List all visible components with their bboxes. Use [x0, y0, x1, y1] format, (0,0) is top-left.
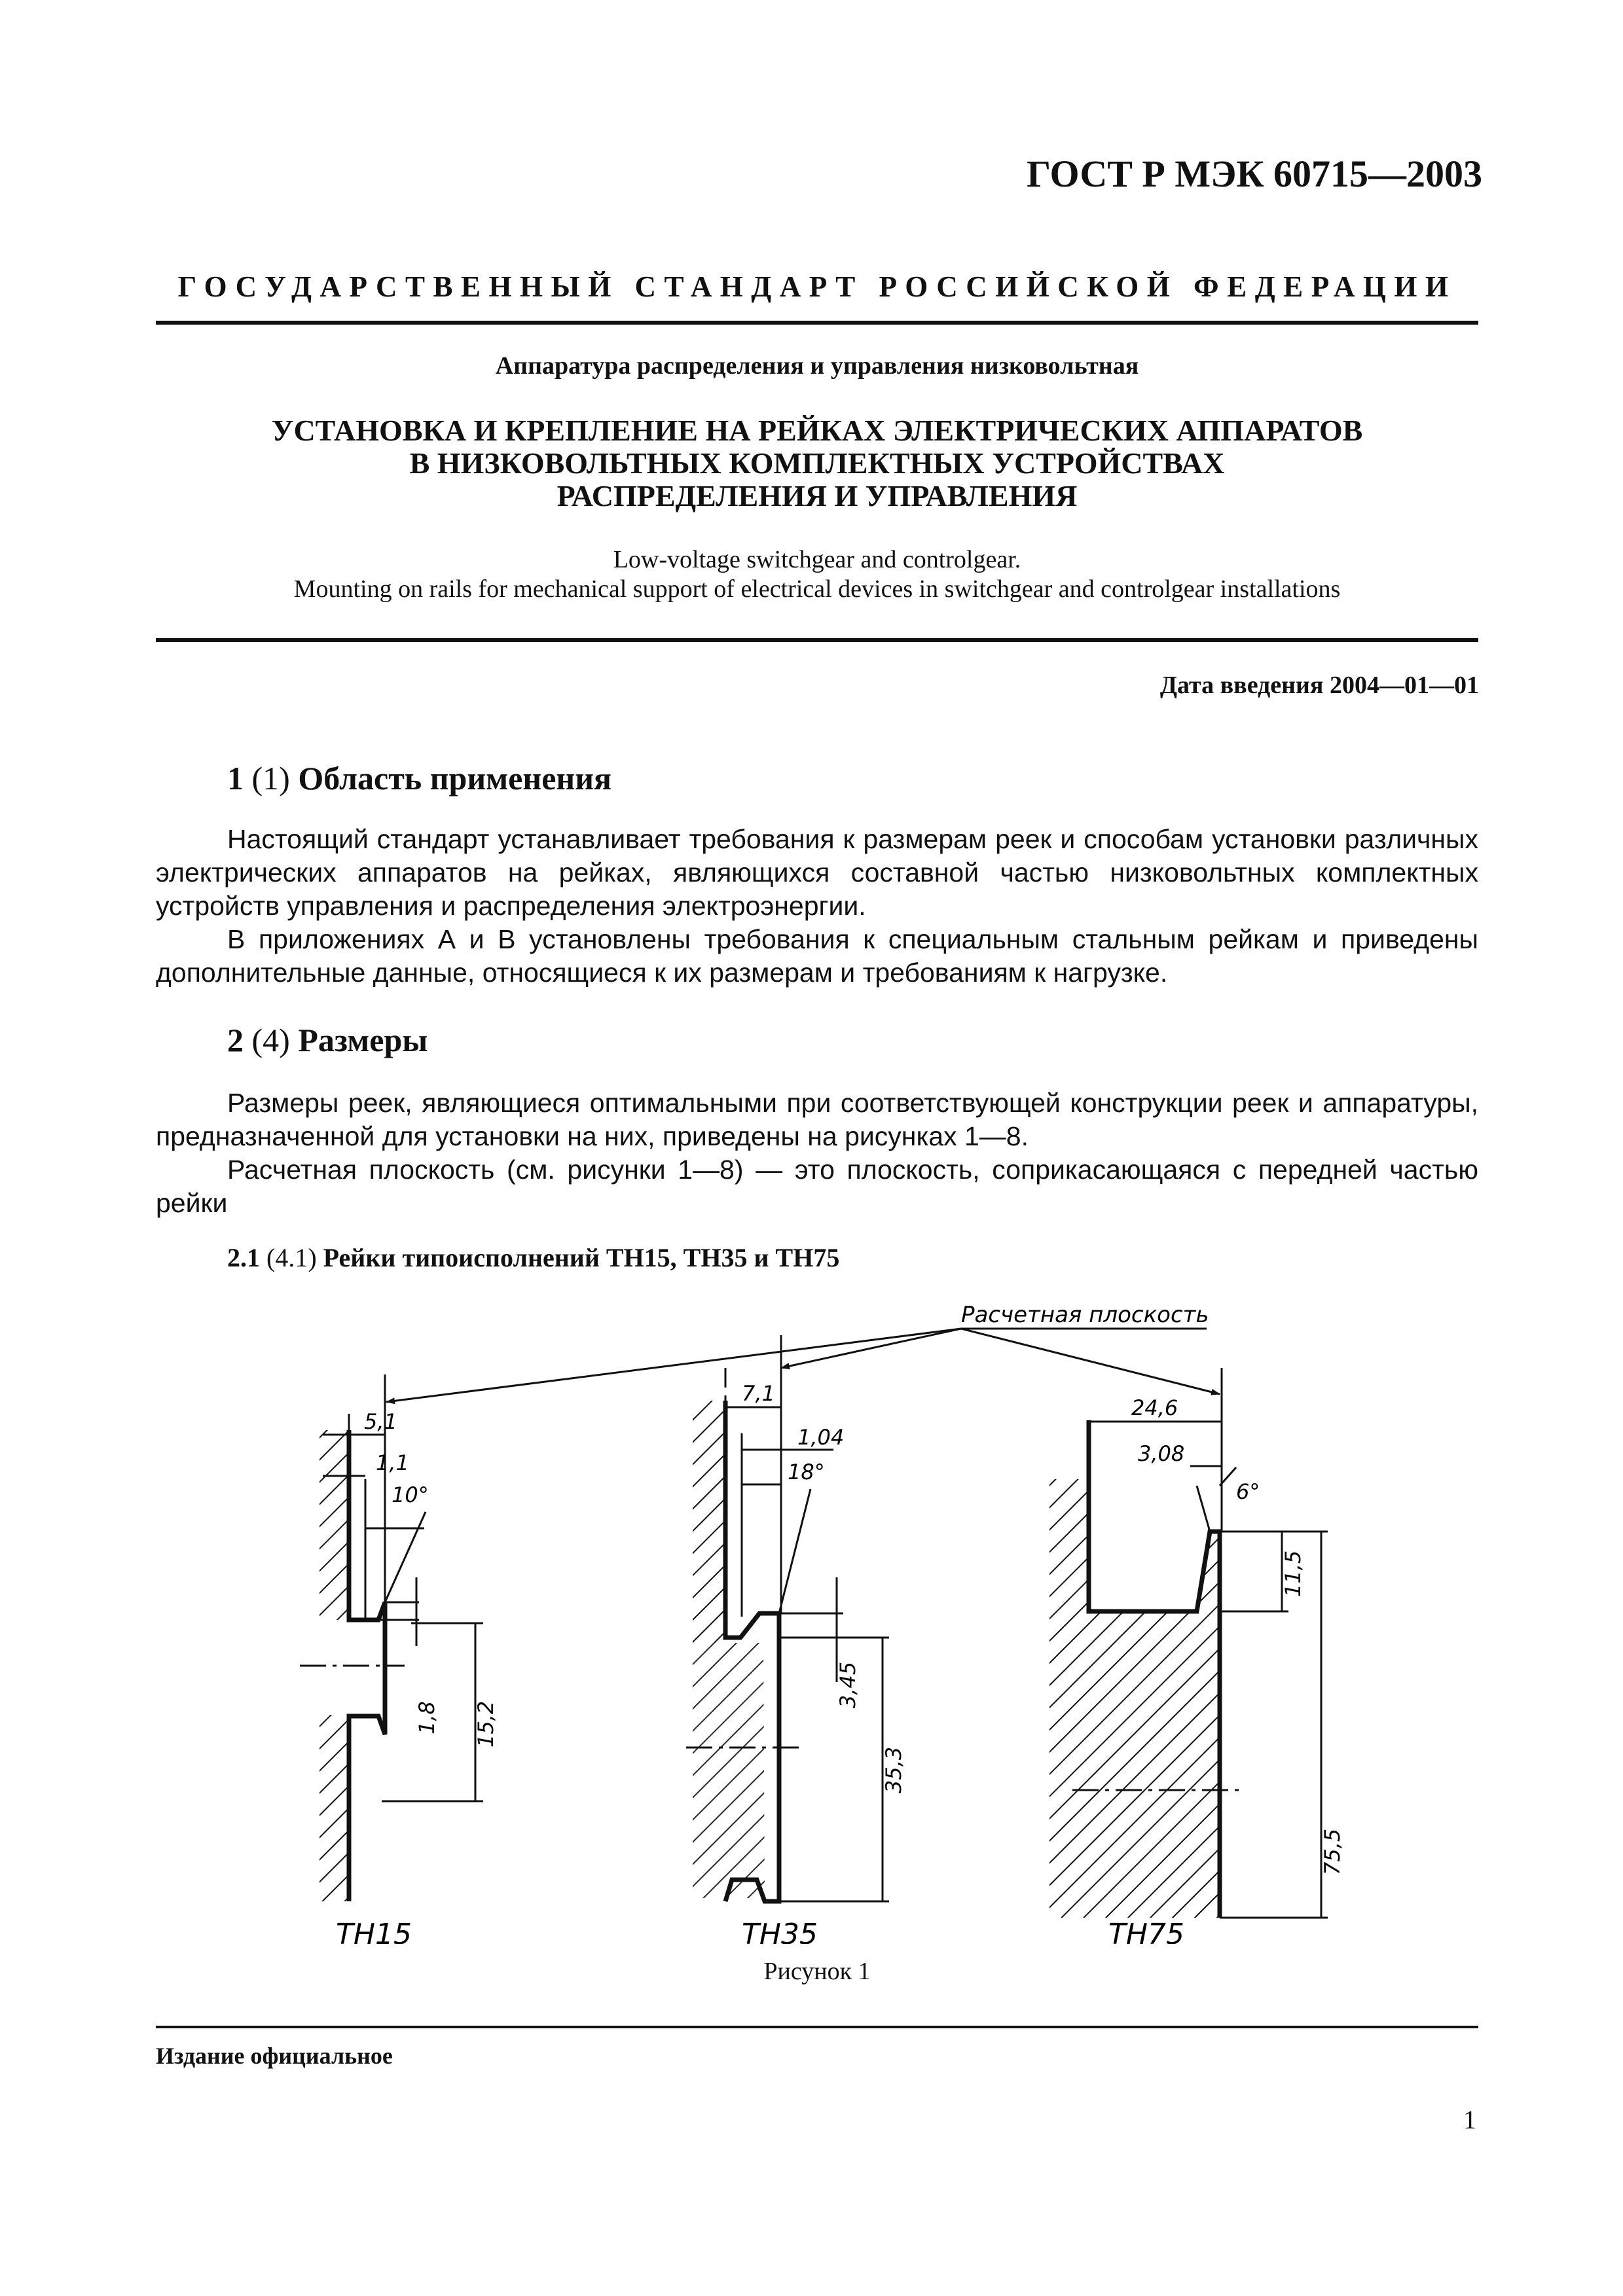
rail-th35-profile — [686, 1335, 889, 1901]
th15-dim-lip: 1,8 — [414, 1701, 439, 1734]
title-line: РАСПРЕДЕЛЕНИЯ И УПРАВЛЕНИЯ — [556, 479, 1078, 512]
page-number: 1 — [1463, 2105, 1476, 2134]
rail-th75-profile — [1049, 1368, 1328, 1918]
th75-dim-width: 24,6 — [1131, 1395, 1178, 1420]
official-edition-note: Издание официальное — [156, 2043, 393, 2069]
subsection-heading — [227, 1242, 839, 1273]
document-title — [156, 414, 1478, 512]
introduction-date: Дата введения 2004—01—01 — [1159, 672, 1479, 699]
figure-caption: Рисунок 1 — [763, 1958, 871, 1985]
th35-dim-angle: 18° — [788, 1460, 825, 1484]
subsection-number: 2.1 — [227, 1243, 260, 1272]
th15-dim-angle: 10° — [392, 1482, 429, 1507]
th35-dim-width: 7,1 — [742, 1381, 775, 1406]
english-title — [156, 545, 1478, 604]
th35-dim-depth: 3,45 — [835, 1661, 860, 1708]
th15-dim-width: 5,1 — [364, 1409, 397, 1434]
section-ref: (1) — [251, 760, 290, 797]
gost-number: ГОСТ Р МЭК 60715—2003 — [1027, 152, 1482, 195]
section-1-text — [156, 823, 1478, 990]
paragraph: Настоящий стандарт устанавливает требования к размерам реек и способам установки различных электрических аппаратов на рейках, являющихся составной частью низковольтных комплектных устройств управления и распределения электроэнергии. — [156, 824, 1478, 921]
title-line: УСТАНОВКА И КРЕПЛЕНИЕ НА РЕЙКАХ ЭЛЕКТРИЧЕСКИХ АППАРАТОВ — [271, 414, 1363, 447]
leader-line-th15 — [386, 1329, 961, 1402]
th75-dim-height: 75,5 — [1320, 1828, 1345, 1875]
th75-dim-angle: 6° — [1236, 1479, 1260, 1504]
title-rule — [156, 638, 1478, 642]
footer-rule — [156, 2026, 1478, 2028]
th75-dim-offset: 3,08 — [1138, 1441, 1185, 1466]
th15-label: TH15 — [336, 1918, 412, 1944]
section-title: Размеры — [298, 1022, 428, 1058]
subsection-ref: (4.1) — [266, 1243, 317, 1272]
th35-dim-offset: 1,04 — [797, 1425, 845, 1450]
section-2-text — [156, 1086, 1478, 1220]
paragraph: В приложениях А и В установлены требования к специальным стальным рейкам и приведены дополнительные данные, относящиеся к их размерам и требованиям к нагрузке. — [156, 924, 1478, 988]
th75-dim-depth: 11,5 — [1281, 1550, 1305, 1597]
reference-plane-label: Расчетная плоскость — [961, 1302, 1209, 1328]
document-subtitle: Аппаратура распределения и управления низковольтная — [495, 352, 1139, 380]
english-title-line: Mounting on rails for mechanical support of electrical devices in switchgear and controlgear installations — [293, 575, 1341, 603]
paragraph: Размеры реек, являющиеся оптимальными при соответствующей конструкции реек и аппаратуры, предназначенной для установки на них, приведены на рисунках 1—8. — [156, 1088, 1478, 1151]
subsection-title: Рейки типоисполнений ТН15, ТН35 и ТН75 — [323, 1243, 840, 1272]
section-number: 2 — [227, 1022, 244, 1058]
title-line: В НИЗКОВОЛЬТНЫХ КОМПЛЕКТНЫХ УСТРОЙСТВАХ — [409, 446, 1225, 480]
section-2-heading — [227, 1021, 428, 1059]
th15-dim-offset: 1,1 — [376, 1450, 409, 1475]
paragraph: Расчетная плоскость (см. рисунки 1—8) — это плоскость, соприкасающаяся с передней частью рейки — [156, 1155, 1478, 1218]
state-standard-heading: ГОСУДАРСТВЕННЫЙ СТАНДАРТ РОССИЙСКОЙ ФЕДЕРАЦИИ — [177, 270, 1457, 303]
header-rule — [156, 321, 1478, 325]
section-1-heading — [227, 759, 611, 797]
section-title: Область применения — [298, 760, 612, 797]
section-number: 1 — [227, 760, 244, 797]
leader-line-th75 — [961, 1329, 1220, 1394]
section-ref: (4) — [251, 1022, 290, 1058]
figure-1-drawing — [156, 1289, 1478, 1944]
th35-label: TH35 — [742, 1918, 818, 1944]
th15-dim-height: 15,2 — [473, 1700, 498, 1748]
english-title-line: Low-voltage switchgear and controlgear. — [613, 546, 1021, 573]
th35-dim-height: 35,3 — [881, 1746, 906, 1793]
th75-label: TH75 — [1108, 1918, 1184, 1944]
